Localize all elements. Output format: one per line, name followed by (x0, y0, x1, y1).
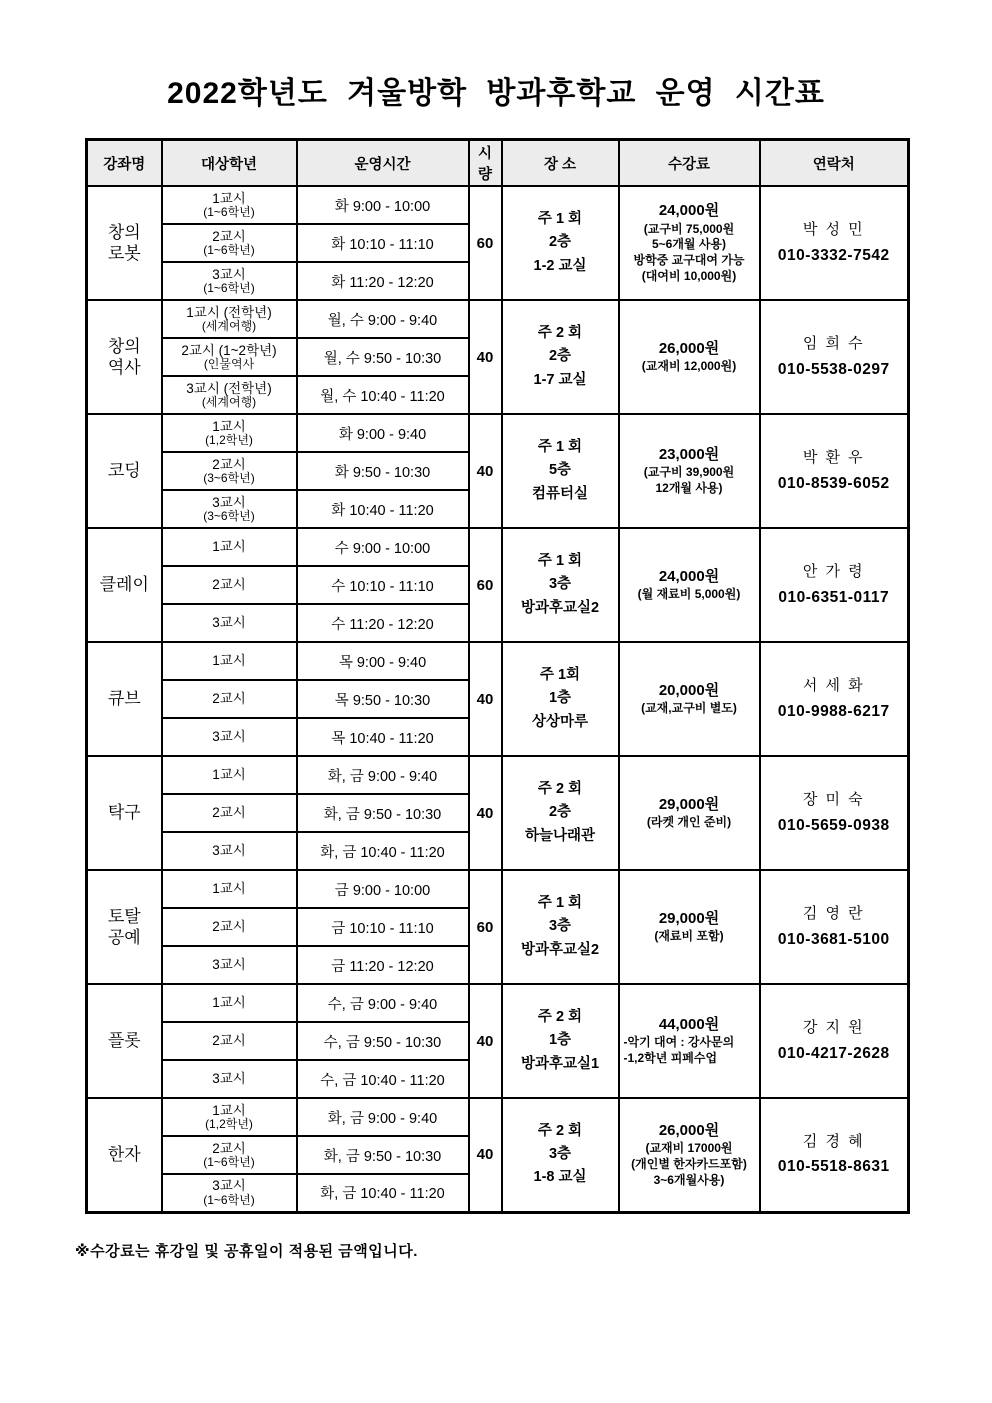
time-cell (297, 528, 469, 566)
place-line: 1층 (548, 690, 572, 707)
fee-amount: 26,000원 (658, 339, 720, 357)
grade-cell (162, 984, 297, 1022)
course-name-text: 플롯 (107, 1031, 141, 1051)
fee-amount: 23,000원 (658, 445, 720, 463)
grade-cell (162, 452, 297, 490)
hours-value: 40 (476, 690, 494, 708)
teacher-name: 안 가 령 (802, 563, 865, 581)
grade-cell (162, 528, 297, 566)
course-name-text: 창의 (107, 222, 141, 242)
teacher-name: 장 미 숙 (802, 791, 865, 809)
time-text: 수 10:10 - 11:10 (331, 578, 434, 595)
grade-label: 2교시 (212, 456, 246, 472)
fee-cell (619, 756, 760, 870)
time-text: 화 9:00 - 9:40 (338, 426, 427, 443)
time-cell (297, 452, 469, 490)
grade-sublabel: (3~6학년) (203, 508, 255, 523)
place-cell (502, 1098, 619, 1212)
fee-note: (교재,교구비 별도) (641, 701, 737, 716)
fee-cell (619, 642, 760, 756)
fee-cell (619, 186, 760, 300)
place-cell (502, 984, 619, 1098)
fee-note: (교구비 39,900원 (643, 465, 735, 480)
course-name-cell (87, 642, 162, 756)
time-text: 목 10:40 - 11:20 (331, 730, 434, 747)
place-cell (502, 414, 619, 528)
time-cell (297, 1098, 469, 1136)
grade-cell (162, 338, 297, 376)
hours-value: 60 (476, 576, 494, 594)
place-cell (502, 300, 619, 414)
fee-amount: 29,000원 (658, 909, 720, 927)
place-line: 5층 (548, 462, 572, 479)
place-line: 주 1 회 (537, 895, 583, 912)
grade-cell (162, 376, 297, 414)
timetable-body (87, 186, 909, 1212)
fee-note: (개인별 한자카드포함) (631, 1157, 747, 1172)
hours-value: 40 (476, 804, 494, 822)
time-text: 화 10:10 - 11:10 (331, 236, 434, 253)
grade-label: 2교시 (212, 1140, 246, 1156)
grade-label: 1교시 (전학년) (186, 304, 272, 320)
place-line: 주 2 회 (537, 781, 583, 798)
grade-label: 2교시 (212, 577, 246, 593)
grade-label: 2교시 (212, 1033, 246, 1049)
grade-sublabel: (1,2학년) (205, 432, 253, 447)
contact-cell (760, 1098, 909, 1212)
time-text: 화 10:40 - 11:20 (331, 502, 434, 519)
time-text: 화, 금 10:40 - 11:20 (320, 844, 445, 861)
fee-note: 12개월 사용) (655, 481, 723, 496)
time-cell (297, 832, 469, 870)
time-cell (297, 1136, 469, 1174)
grade-label: 1교시 (212, 995, 246, 1011)
course-name-text: 탁구 (107, 803, 141, 823)
place-line: 상상마루 (531, 713, 589, 730)
time-text: 화 11:20 - 12:20 (331, 274, 434, 291)
grade-sublabel: (세계여행) (201, 318, 257, 333)
phone-number: 010-6351-0117 (778, 588, 890, 606)
phone-number: 010-5538-0297 (777, 360, 890, 378)
grade-cell (162, 566, 297, 604)
course-name-text: 큐브 (107, 689, 141, 709)
grade-cell (162, 870, 297, 908)
time-cell (297, 604, 469, 642)
place-line: 주 2 회 (537, 1009, 583, 1026)
period-row (87, 1098, 909, 1136)
place-cell (502, 528, 619, 642)
grade-cell (162, 414, 297, 452)
fee-note: (재료비 포함) (654, 929, 724, 944)
course-name-text: 클레이 (99, 575, 149, 595)
period-row (87, 528, 909, 566)
time-cell (297, 908, 469, 946)
grade-label: 1교시 (212, 418, 246, 434)
time-cell (297, 376, 469, 414)
course-name-cell (87, 186, 162, 300)
place-line: 1-8 교실 (533, 1169, 587, 1186)
contact-cell (760, 870, 909, 984)
course-name-text: 창의 (107, 336, 141, 356)
grade-label: 3교시 (212, 266, 246, 282)
course-name-cell (87, 756, 162, 870)
time-cell (297, 186, 469, 224)
course-name-text: 한자 (107, 1145, 141, 1165)
fee-cell (619, 984, 760, 1098)
time-text: 화, 금 10:40 - 11:20 (320, 1186, 445, 1203)
hours-cell (469, 984, 502, 1098)
place-line: 1-7 교실 (533, 371, 587, 388)
grade-sublabel: (1~6학년) (203, 204, 255, 219)
fee-note: -1,2학년 피페수업 (623, 1051, 718, 1066)
col-header-time: 운영시간 (297, 140, 469, 187)
time-cell (297, 718, 469, 756)
time-text: 월, 수 9:50 - 10:30 (323, 350, 442, 367)
grade-label: 2교시 (212, 919, 246, 935)
col-header-hours: 시량 (469, 140, 502, 187)
phone-number: 010-5518-8631 (777, 1158, 890, 1176)
grade-label: 1교시 (212, 190, 246, 206)
grade-label: 3교시 (212, 494, 246, 510)
grade-cell (162, 718, 297, 756)
contact-cell (760, 300, 909, 414)
period-row (87, 756, 909, 794)
hours-value: 40 (476, 1032, 494, 1050)
time-cell (297, 1174, 469, 1212)
contact-cell (760, 528, 909, 642)
grade-cell (162, 1022, 297, 1060)
time-cell (297, 262, 469, 300)
fee-note: -악기 대여 : 강사문의 (623, 1035, 735, 1050)
grade-cell (162, 186, 297, 224)
phone-number: 010-3332-7542 (777, 246, 890, 264)
course-name-cell (87, 1098, 162, 1212)
phone-number: 010-8539-6052 (777, 474, 890, 492)
teacher-name: 강 지 원 (802, 1019, 865, 1037)
fee-cell (619, 528, 760, 642)
time-text: 금 9:00 - 10:00 (334, 882, 431, 899)
grade-sublabel: (1~6학년) (203, 1154, 255, 1169)
grade-cell (162, 832, 297, 870)
grade-cell (162, 1060, 297, 1098)
col-header-grade: 대상학년 (162, 140, 297, 187)
place-line: 3층 (548, 576, 572, 593)
teacher-name: 서 세 화 (802, 677, 865, 695)
fee-note: (월 재료비 5,000원) (637, 587, 741, 602)
teacher-name: 박 환 우 (802, 449, 865, 467)
contact-cell (760, 984, 909, 1098)
grade-sublabel: (인물역사 (203, 356, 255, 371)
course-name-text: 공예 (107, 928, 141, 947)
grade-sublabel: (세계여행) (201, 394, 257, 409)
grade-label: 2교시 (212, 805, 246, 821)
hours-value: 60 (476, 918, 494, 936)
course-name-text: 역사 (107, 358, 141, 377)
contact-cell (760, 186, 909, 300)
course-name-text: 코딩 (107, 461, 141, 481)
time-text: 화 9:50 - 10:30 (334, 464, 431, 481)
time-text: 수 11:20 - 12:20 (331, 616, 434, 633)
course-name-cell (87, 984, 162, 1098)
course-name-cell (87, 300, 162, 414)
time-cell (297, 414, 469, 452)
time-text: 화 9:00 - 10:00 (334, 198, 431, 215)
grade-label: 1교시 (212, 767, 246, 783)
grade-cell (162, 794, 297, 832)
place-line: 하늘나래관 (524, 827, 596, 844)
grade-sublabel: (1,2학년) (205, 1116, 253, 1131)
fee-note: (교구비 75,000원 (643, 221, 735, 236)
fee-amount: 26,000원 (658, 1121, 720, 1139)
time-text: 목 9:00 - 9:40 (338, 654, 427, 671)
course-name-text: 토탈 (107, 906, 141, 926)
grade-sublabel: (1~6학년) (203, 242, 255, 257)
time-text: 월, 수 10:40 - 11:20 (320, 388, 445, 405)
grade-cell (162, 946, 297, 984)
time-text: 월, 수 9:00 - 9:40 (327, 312, 438, 329)
contact-cell (760, 642, 909, 756)
place-line: 컴퓨터실 (531, 485, 589, 502)
course-name-cell (87, 414, 162, 528)
time-cell (297, 794, 469, 832)
place-line: 주 1 회 (537, 439, 583, 456)
col-header-place: 장 소 (502, 140, 619, 187)
place-cell (502, 756, 619, 870)
fee-note: (교재비 12,000원) (641, 359, 737, 374)
hours-cell (469, 186, 502, 300)
course-name-text: 로봇 (107, 244, 141, 263)
teacher-name: 박 성 민 (802, 221, 865, 239)
place-line: 방과후교실2 (520, 599, 600, 616)
col-header-contact: 연락처 (760, 140, 909, 187)
period-row (87, 414, 909, 452)
place-line: 방과후교실1 (520, 1055, 600, 1072)
grade-cell (162, 908, 297, 946)
grade-label: 1교시 (212, 1102, 246, 1118)
place-line: 주 2 회 (537, 325, 583, 342)
fee-note: 3~6개월사용) (653, 1172, 725, 1187)
period-row (87, 300, 909, 338)
time-text: 금 10:10 - 11:10 (331, 920, 434, 937)
grade-cell (162, 756, 297, 794)
place-line: 2층 (548, 234, 572, 251)
place-cell (502, 642, 619, 756)
place-line: 주 1 회 (537, 553, 583, 570)
grade-label: 2교시 (212, 228, 246, 244)
fee-amount: 20,000원 (658, 681, 720, 699)
place-cell (502, 186, 619, 300)
grade-sublabel: (1~6학년) (203, 1192, 255, 1207)
timetable (85, 138, 910, 1214)
grade-cell (162, 490, 297, 528)
time-text: 화, 금 9:00 - 9:40 (327, 1110, 438, 1127)
phone-number: 010-9988-6217 (777, 702, 890, 720)
fee-amount: 24,000원 (658, 202, 720, 220)
time-text: 수, 금 10:40 - 11:20 (320, 1072, 445, 1089)
header-row (87, 140, 909, 187)
grade-sublabel: (3~6학년) (203, 470, 255, 485)
grade-label: 3교시 (212, 1071, 246, 1087)
course-name-cell (87, 528, 162, 642)
contact-cell (760, 414, 909, 528)
fee-note: (라켓 개인 준비) (646, 815, 732, 830)
hours-cell (469, 870, 502, 984)
teacher-name: 김 영 란 (802, 905, 865, 923)
phone-number: 010-5659-0938 (777, 816, 890, 834)
time-cell (297, 566, 469, 604)
period-row (87, 642, 909, 680)
grade-label: 1교시 (212, 653, 246, 669)
grade-label: 3교시 (212, 729, 246, 745)
fee-cell (619, 300, 760, 414)
time-text: 수 9:00 - 10:00 (334, 540, 431, 557)
grade-cell (162, 300, 297, 338)
time-text: 수, 금 9:50 - 10:30 (323, 1034, 442, 1051)
time-cell (297, 984, 469, 1022)
grade-label: 3교시 (전학년) (186, 380, 272, 396)
hours-cell (469, 642, 502, 756)
period-row (87, 984, 909, 1022)
time-cell (297, 490, 469, 528)
hours-value: 60 (476, 234, 494, 252)
hours-cell (469, 528, 502, 642)
time-cell (297, 1022, 469, 1060)
grade-cell (162, 1174, 297, 1212)
fee-amount: 24,000원 (658, 567, 720, 585)
time-cell (297, 680, 469, 718)
time-cell (297, 946, 469, 984)
grade-cell (162, 642, 297, 680)
page-title: 2022학년도 겨울방학 방과후학교 운영 시간표 (167, 77, 825, 110)
hours-cell (469, 300, 502, 414)
place-line: 주 1회 (539, 667, 581, 684)
place-line: 1층 (548, 1032, 572, 1049)
footnote: ※수강료는 휴강일 및 공휴일이 적용된 금액입니다. (75, 1242, 418, 1260)
place-line: 방과후교실2 (520, 941, 600, 958)
place-line: 주 2 회 (537, 1122, 583, 1139)
place-line: 1-2 교실 (533, 257, 587, 274)
time-text: 금 11:20 - 12:20 (331, 958, 434, 975)
hours-cell (469, 1098, 502, 1212)
time-cell (297, 870, 469, 908)
fee-cell (619, 1098, 760, 1212)
grade-label: 3교시 (212, 957, 246, 973)
grade-sublabel: (1~6학년) (203, 280, 255, 295)
time-cell (297, 1060, 469, 1098)
grade-cell (162, 1098, 297, 1136)
time-cell (297, 300, 469, 338)
place-cell (502, 870, 619, 984)
grade-cell (162, 1136, 297, 1174)
fee-note: (교재비 17000원 (645, 1141, 733, 1156)
time-text: 화, 금 9:50 - 10:30 (323, 806, 442, 823)
fee-amount: 44,000원 (658, 1015, 720, 1033)
grade-cell (162, 262, 297, 300)
time-text: 화, 금 9:50 - 10:30 (323, 1148, 442, 1165)
grade-cell (162, 680, 297, 718)
teacher-name: 김 경 혜 (802, 1132, 865, 1150)
grade-label: 1교시 (212, 539, 246, 555)
fee-cell (619, 870, 760, 984)
phone-number: 010-4217-2628 (777, 1044, 890, 1062)
fee-cell (619, 414, 760, 528)
time-text: 수, 금 9:00 - 9:40 (327, 996, 438, 1013)
time-cell (297, 642, 469, 680)
hours-value: 40 (476, 462, 494, 480)
page (75, 0, 907, 1261)
grade-cell (162, 224, 297, 262)
place-line: 2층 (548, 348, 572, 365)
grade-label: 1교시 (212, 881, 246, 897)
period-row (87, 870, 909, 908)
hours-value: 40 (476, 348, 494, 366)
contact-cell (760, 756, 909, 870)
fee-amount: 29,000원 (658, 795, 720, 813)
teacher-name: 임 희 수 (802, 335, 865, 353)
place-line: 3층 (548, 918, 572, 935)
time-text: 화, 금 9:00 - 9:40 (327, 768, 438, 785)
period-row (87, 186, 909, 224)
time-cell (297, 338, 469, 376)
fee-note: 방학중 교구대여 가능 (633, 253, 745, 268)
time-cell (297, 756, 469, 794)
hours-cell (469, 756, 502, 870)
grade-label: 3교시 (212, 843, 246, 859)
place-line: 2층 (548, 804, 572, 821)
time-cell (297, 224, 469, 262)
course-name-cell (87, 870, 162, 984)
col-header-course: 강좌명 (87, 140, 162, 187)
time-text: 목 9:50 - 10:30 (334, 692, 431, 709)
grade-label: 2교시 (1~2학년) (181, 342, 277, 358)
place-line: 3층 (548, 1146, 572, 1163)
hours-cell (469, 414, 502, 528)
fee-note: (대여비 10,000원) (641, 269, 737, 284)
col-header-fee: 수강료 (619, 140, 760, 187)
grade-label: 3교시 (212, 1178, 246, 1194)
grade-label: 3교시 (212, 615, 246, 631)
phone-number: 010-3681-5100 (777, 930, 890, 948)
grade-cell (162, 604, 297, 642)
grade-label: 2교시 (212, 691, 246, 707)
fee-note: 5~6개월 사용) (651, 237, 727, 252)
hours-value: 40 (476, 1146, 494, 1164)
place-line: 주 1 회 (537, 211, 583, 228)
